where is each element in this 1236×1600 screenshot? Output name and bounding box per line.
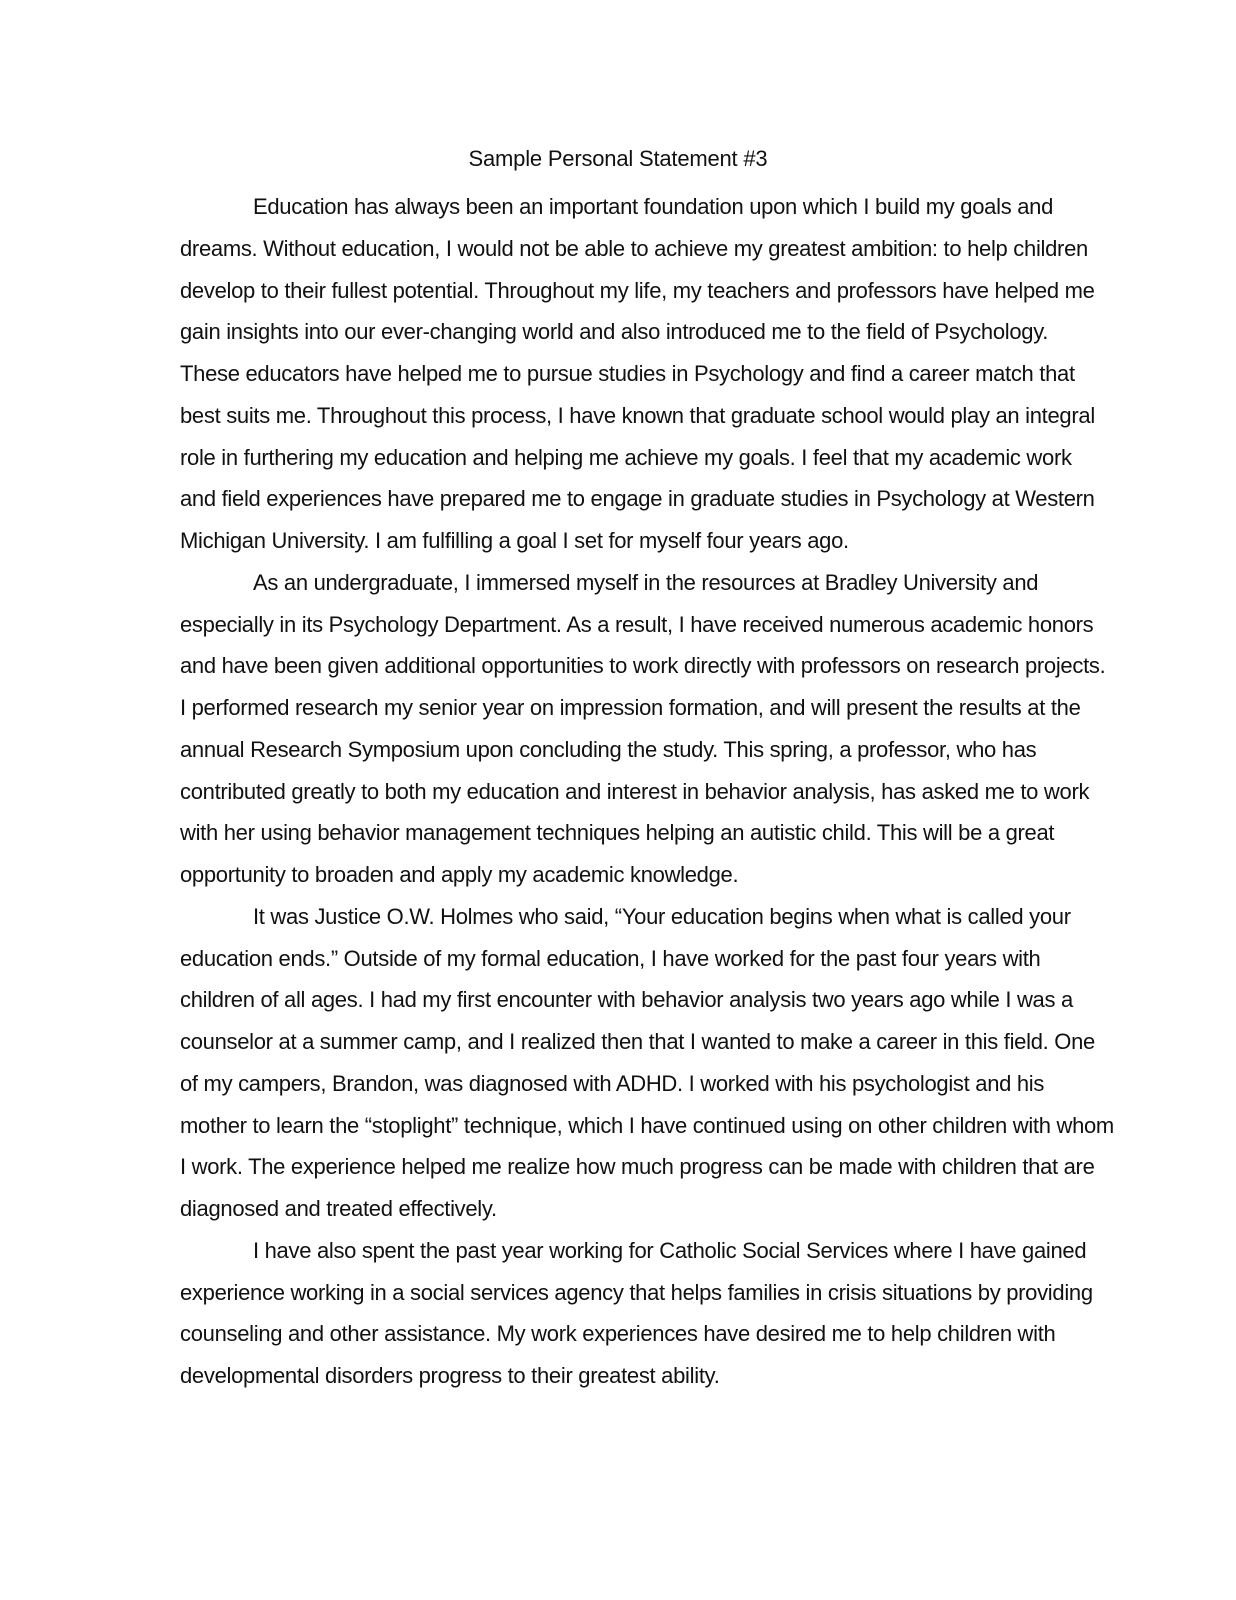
paragraph-line: gain insights into our ever-changing world and also introduced me to the field of Psychology. xyxy=(180,319,1049,345)
paragraph-line: children of all ages. I had my first encounter with behavior analysis two years ago while I was a xyxy=(180,987,1073,1013)
document-body xyxy=(180,186,1114,1397)
paragraph-line: annual Research Symposium upon concluding the study. This spring, a professor, who has xyxy=(180,736,1037,762)
paragraph-line: counselor at a summer camp, and I realized then that I wanted to make a career in this field. One xyxy=(180,1029,1095,1054)
paragraph-line: developmental disorders progress to their greatest ability. xyxy=(180,1363,720,1388)
paragraph-line: especially in its Psychology Department. As a result, I have received numerous academic honors xyxy=(180,611,1094,637)
paragraph-line: contributed greatly to both my education and interest in behavior analysis, has asked me to work xyxy=(180,778,1090,804)
paragraph-line: It was Justice O.W. Holmes who said, “Your education begins when what is called your xyxy=(253,903,1071,929)
paragraph-line: best suits me. Throughout this process, I have known that graduate school would play an integral xyxy=(180,402,1095,428)
paragraph-line: opportunity to broaden and apply my academic knowledge. xyxy=(180,862,739,887)
paragraph-line: develop to their fullest potential. Throughout my life, my teachers and professors have helped me xyxy=(180,277,1095,303)
paragraph-line: I performed research my senior year on impression formation, and will present the results at the xyxy=(180,695,1081,720)
paragraph-line: Education has always been an important foundation upon which I build my goals and xyxy=(253,194,1054,219)
paragraph-line: with her using behavior management techniques helping an autistic child. This will be a great xyxy=(180,820,1055,846)
paragraph-line: I work. The experience helped me realize how much progress can be made with children that are xyxy=(180,1154,1095,1180)
paragraph-line: experience working in a social services agency that helps families in crisis situations by providing xyxy=(180,1279,1093,1305)
paragraph-line: and have been given additional opportunities to work directly with professors on research projects. xyxy=(180,653,1106,679)
paragraph-line: As an undergraduate, I immersed myself in the resources at Bradley University and xyxy=(253,569,1039,595)
paragraph-line: mother to learn the “stoplight” technique, which I have continued using on other children with whom xyxy=(180,1112,1114,1138)
document-title: Sample Personal Statement #3 xyxy=(468,146,768,171)
paragraph-line: counseling and other assistance. My work experiences have desired me to help children with xyxy=(180,1321,1056,1347)
paragraph-line: education ends.” Outside of my formal education, I have worked for the past four years with xyxy=(180,945,1041,971)
paragraph-line: Michigan University. I am fulfilling a goal I set for myself four years ago. xyxy=(180,528,849,553)
paragraph-line: I have also spent the past year working for Catholic Social Services where I have gained xyxy=(253,1237,1087,1263)
paragraph-line: dreams. Without education, I would not be able to achieve my greatest ambition: to help children xyxy=(180,235,1088,261)
paragraph-line: diagnosed and treated effectively. xyxy=(180,1196,497,1221)
paragraph-line: and field experiences have prepared me to engage in graduate studies in Psychology at Western xyxy=(180,486,1095,512)
paragraph-line: role in furthering my education and helping me achieve my goals. I feel that my academic work xyxy=(180,444,1072,470)
paragraph-line: of my campers, Brandon, was diagnosed with ADHD. I worked with his psychologist and his xyxy=(180,1070,1045,1096)
paragraph-line: These educators have helped me to pursue studies in Psychology and find a career match that xyxy=(180,361,1075,386)
